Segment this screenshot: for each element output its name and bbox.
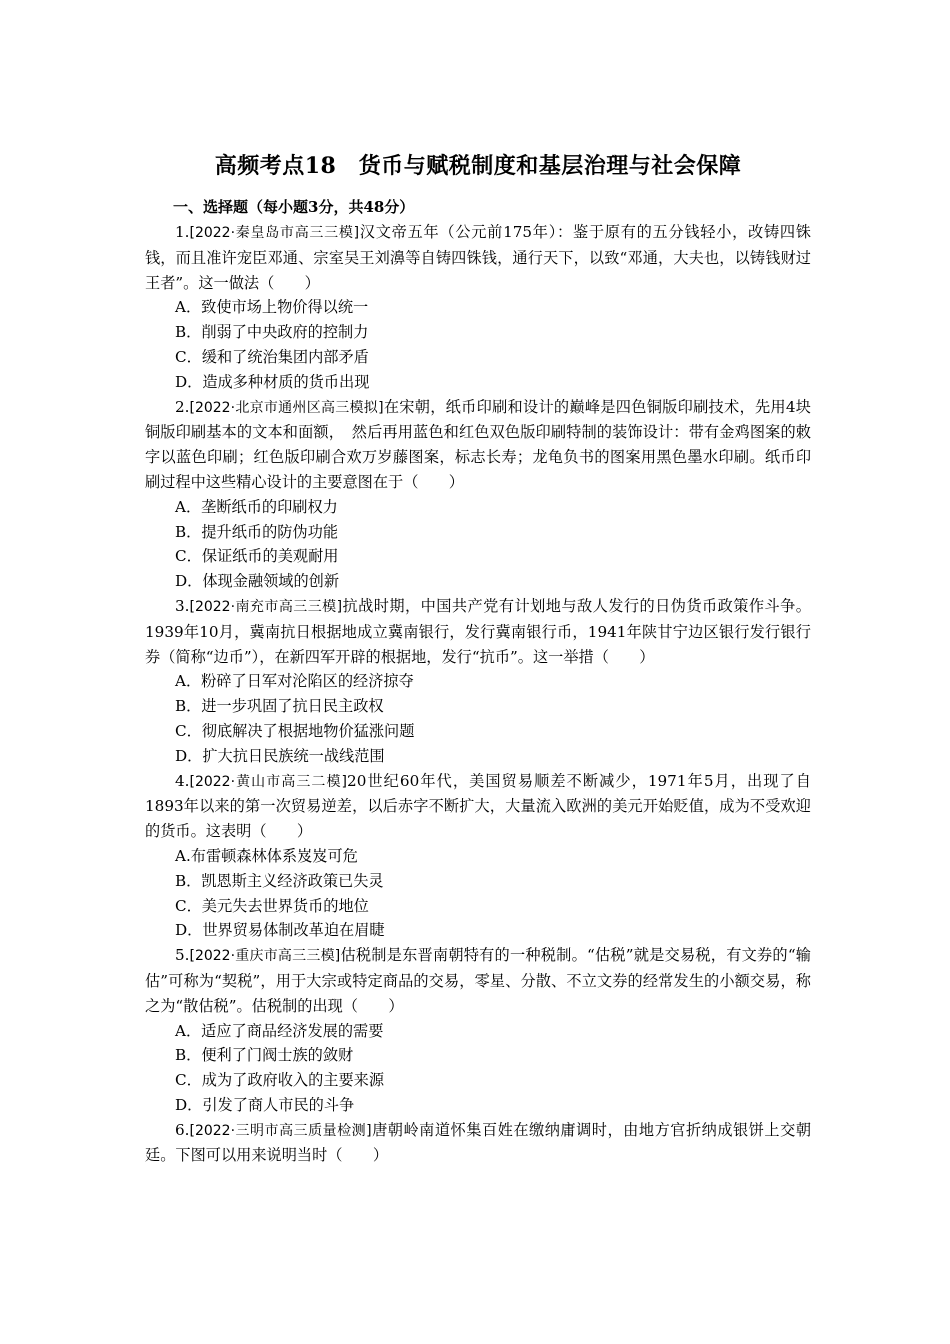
- answer-option-A: A．垄断纸币的印刷权力: [175, 497, 338, 516]
- answer-option-C: C．保证纸币的美观耐用: [175, 547, 339, 566]
- question-4: [145, 769, 811, 944]
- question-stem: [145, 769, 811, 844]
- answer-option-B: B．便利了门阀士族的敛财: [175, 1046, 354, 1065]
- question-source: [2022·重庆市高三三模]: [189, 948, 341, 965]
- answer-option-A: A．适应了商品经济发展的需要: [175, 1021, 384, 1040]
- section-heading: 一、选择题（每小题3分，共48分）: [173, 198, 415, 216]
- question-number: 5.: [175, 946, 190, 965]
- question-number: 3.: [175, 596, 190, 615]
- question-number: 4.: [175, 771, 190, 790]
- question-6: [145, 1118, 811, 1169]
- answer-option-B: B．凯恩斯主义经济政策已失灵: [175, 871, 384, 890]
- answer-option-C: C．成为了政府收入的主要来源: [175, 1071, 385, 1090]
- question-1: [145, 220, 811, 395]
- question-list: [145, 220, 811, 1168]
- question-stem: [145, 943, 811, 1018]
- question-number: 6.: [175, 1120, 190, 1139]
- answer-option-D: D．引发了商人市民的斗争: [175, 1095, 355, 1114]
- question-text: 抗战时期，中国共产党有计划地与敌人发行的日伪货币政策作斗争。1939年10月，冀南抗日根据地成立冀南银行，发行冀南银行币，1941年陕甘宁边区银行发行银行券（简称“边币”），在新四军开辟的根据地，发行“抗币”。这一举措（ ）: [145, 596, 811, 666]
- question-source: [2022·南充市高三三模]: [189, 598, 343, 615]
- question-number: 2.: [175, 397, 190, 416]
- answer-option-B: B．进一步巩固了抗日民主政权: [175, 697, 384, 716]
- question-5: [145, 943, 811, 1118]
- question-text: 汉文帝五年（公元前175年）：鉴于原有的五分钱轻小，改铸四铢钱，而且准许宠臣邓通、宗室吴王刘濞等自铸四铢钱，通行天下，以致“邓通，大夫也，以铸钱财过王者”。这一做法（ ）: [145, 223, 811, 292]
- question-stem: [145, 1118, 811, 1169]
- question-text: 在宋朝，纸币印刷和设计的巅峰是四色铜版印刷技术，先用4块铜版印刷基本的文本和面额， 然后再用蓝色和红色双色版印刷特制的装饰设计：带有金鸡图案的敕字以蓝色印刷；红色版印刷合欢万岁藤图案，标志长寿；龙龟负书的图案用黑色墨水印刷。纸币印刷过程中这些精心设计的主要意图在于（ ）: [145, 397, 811, 491]
- question-text: 唐朝岭南道怀集百姓在缴纳庸调时，由地方官折纳成银饼上交朝廷。下图可以用来说明当时（ ）: [145, 1120, 812, 1165]
- question-source: [2022·黄山市高三二模]: [189, 773, 348, 790]
- question-text: 20世纪60年代，美国贸易顺差不断减少，1971年5月，出现了自1893年以来的第一次贸易逆差，以后赤字不断扩大，大量流入欧洲的美元开始贬值，成为不受欢迎的货币。这表明（ ）: [145, 771, 811, 841]
- answer-option-C: C．美元失去世界货币的地位: [175, 896, 369, 915]
- question-stem: [145, 594, 811, 669]
- question-3: [145, 594, 811, 769]
- question-source: [2022·北京市通州区高三模拟]: [189, 399, 384, 416]
- question-stem: [145, 220, 811, 295]
- answer-option-C: C．缓和了统治集团内部矛盾: [175, 347, 369, 366]
- answer-option-D: D．扩大抗日民族统一战线范围: [175, 746, 385, 765]
- answer-option-A: A.布雷顿森林体系岌岌可危: [175, 846, 358, 865]
- question-stem: [145, 395, 811, 495]
- question-number: 1.: [175, 223, 190, 241]
- question-text: 估税制是东晋南朝特有的一种税制。“估税”就是交易税，有文券的“输估”可称为“契税”，用于大宗或特定商品的交易，零星、分散、不立文券的经常发生的小额交易，称之为“散估税”。估税制的出现（ ）: [145, 946, 811, 1015]
- answer-option-D: D．造成多种材质的货币出现: [175, 372, 370, 391]
- page-title: 高频考点18 货币与赋税制度和基层治理与社会保障: [214, 153, 742, 179]
- answer-option-D: D．体现金融领域的创新: [175, 572, 340, 591]
- question-source: [2022·秦皇岛市高三三模]: [189, 225, 360, 241]
- document-page: [145, 150, 811, 1168]
- answer-option-B: B．提升纸币的防伪功能: [175, 522, 339, 541]
- answer-option-C: C．彻底解决了根据地物价猛涨问题: [175, 721, 415, 740]
- answer-option-D: D．世界贸易体制改革迫在眉睫: [175, 921, 385, 940]
- answer-option-A: A．致使市场上物价得以统一: [175, 298, 369, 317]
- question-source: [2022·三明市高三质量检测]: [189, 1122, 372, 1139]
- answer-option-B: B．削弱了中央政府的控制力: [175, 323, 369, 342]
- question-2: [145, 395, 811, 594]
- answer-option-A: A．粉碎了日军对沦陷区的经济掠夺: [175, 672, 414, 691]
